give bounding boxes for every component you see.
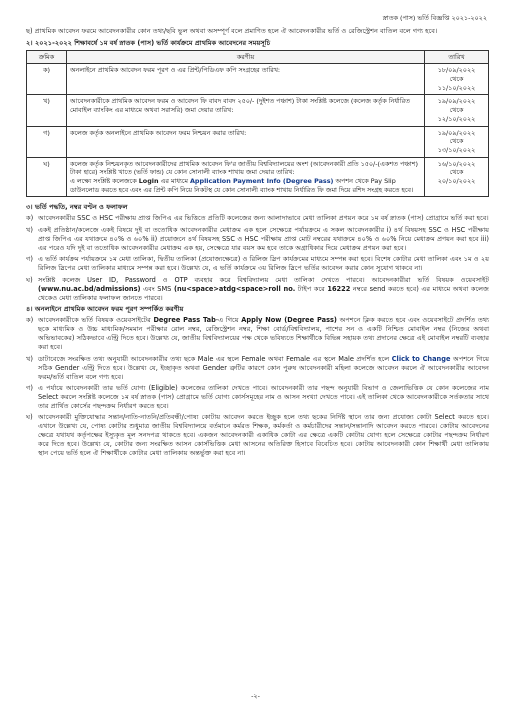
- item-text: আবেদনকারীর SSC ও HSC পরীক্ষায় প্রাপ্ত জিপিএ এর ভিত্তিতে প্রতিটি কলেজের জন্য আলাদাভাবে মেধা তালিকা প্রণয়ন করে ১ম বর্ষ স্নাতক (পাস) প্রোগ্রামে ভর্তি করা হবে।: [38, 214, 489, 223]
- row-date: ১৬/১০/২০২২ থেকে ২০/১০/২০২২: [425, 157, 489, 197]
- row-task-b1: এ লক্ষ্যে সংশ্লিষ্ট কলেজকে: [70, 177, 137, 186]
- sms-shortcode: 16222: [327, 284, 351, 293]
- item-mark: ক): [26, 214, 34, 223]
- list-item: [26, 255, 489, 273]
- list-item: [26, 355, 489, 382]
- row-serial: খ): [27, 95, 67, 126]
- item-text-d: নম্বরে send করতে হবে) এর মাধ্যমে অথবা কলেজ থেকেও মেধা তালিকার ফলাফল জানতে পারবে।: [38, 284, 489, 302]
- list-item: [26, 413, 489, 458]
- header-serial: ক্রমিক: [27, 50, 67, 64]
- list-item: [26, 214, 489, 223]
- item-text-b: এবং SMS: [143, 284, 172, 293]
- row-date: ১৯/০৯/২০২২ থেকে ১২/১০/২০২২: [425, 95, 489, 126]
- row-date: ১৯/০৯/২০২২ থেকে ১৩/১০/২০২২: [425, 126, 489, 157]
- row-task-part-a: কলেজ কর্তৃক নিশ্চয়নকৃত আবেদনকারীদের প্রাথমিক আবেদন ফি'র জাতীয় বিশ্ববিদ্যালয়ের অংশ (আবেদনকারী প্রতি ১৫০/-(একশত পঞ্চাশ) টাকা হারে) সংশ্লিষ্ট খাতে (ভর্তি ফান্ড) যে কোন সোনালী ব্যাংক শাখায় জমা দেয়ার তারিখ:: [70, 159, 418, 177]
- item-text: আবেদনকারী মুক্তিযোদ্ধার সন্তান/নাতি-নাতনি/প্রতিবন্ধী/পোষ্য কোটায় আবেদন করতে ইচ্ছুক হলে তথ্য ছকের নির্দিষ্ট স্থানে তার জন্য প্রযোজ্য কোটা Select করতে হবে। এখানে উল্লেখ্য যে, পোষ্য কোটার শুধুমাত্র জাতীয় বিশ্ববিদ্যালয়ে বর্তমানে কর্মরত শিক্ষক, কর্মকর্তা ও কর্মচারীদের সন্তান/সন্তানাদি আবেদন করতে পারবে। কোটায় আবেদনের ক্ষেত্রে যথাযথ কর্তৃপক্ষের ইস্যুকৃত মূল সনদপত্র থাকতে হবে। একজন আবেদনকারী একাধিক কোটা এর ক্ষেত্রে একটি কোটায় যোগ্য হলে সেক্ষেত্রে কোটার পছন্দক্রম নির্ধারণ করে দিতে হবে। উল্লেখ্য যে, কোটার জন্য সংরক্ষিত আসন কোর্সভিত্তিক মেধা আসনের অতিরিক্ত হিসাবে বিবেচিত হবে। কোটায় আবেদনকারী কোন শিক্ষার্থী মেধা তালিকায় স্থান পেয়ে ভর্তি হলে ঐ শিক্ষার্থীকে কোটার মেধা তালিকায় অন্তর্ভুক্ত করা হবে না।: [38, 413, 489, 458]
- item-text-a: সংশ্লিষ্ট কলেজ User ID, Password ও OTP ব্যবহার করে বিশ্ববিদ্যালয় মেধা তালিকা দেখতে পারবে। আবেদনকারীরা ভর্তি বিষয়ক ওয়েবসাইট: [38, 275, 489, 284]
- item-text: [38, 355, 489, 382]
- header-title: স্নাতক (পাস) ভর্তি বিজ্ঞপ্তি ২০২১-২০২২: [382, 14, 487, 22]
- row-task: কলেজ কর্তৃক অনলাইনে প্রাথমিক আবেদন ফরম নিশ্চয়ন করার তারিখ:: [67, 126, 425, 157]
- row-task: অনলাইনে প্রাথমিক আবেদন ফরম পূরণ ও এর প্রিন্ট/পিডিএফ কপি সংগ্রহের তারিখ:: [67, 64, 425, 95]
- admission-website-link: (www.nu.ac.bd/admissions): [38, 284, 141, 293]
- item-mark: গ): [26, 255, 33, 264]
- row-date: ১৮/০৯/২০২২ থেকে ১১/১০/২০২২: [425, 64, 489, 95]
- row-task-b2: এর মাধ্যমে: [160, 177, 188, 186]
- item-text: এ পর্যায়ে আবেদনকারী তার ভর্তি যোগ্য (Eligible) কলেজের তালিকা দেখতে পাবে। আবেদনকারী তার পছন্দ অনুযায়ী বিভাগ ও জেলাভিত্তিক যে কোন কলেজের নাম Select করলে সংশ্লিষ্ট কলেজে ১ম বর্ষ স্নাতক (পাস) প্রোগ্রামে ভর্তি যোগ্য কোর্সসমূহের নাম ও আসন সংখ্যা দেখতে পাবে। এই তালিকা থেকে আবেদনকারীকে সর্তকতার সাথে তার প্রার্থিত কোর্সের পছন্দক্রম নির্ধারণ করতে হবে।: [38, 384, 489, 411]
- list-item: [26, 384, 489, 411]
- item-mark: খ): [26, 354, 33, 363]
- schedule-header-row: [27, 50, 489, 64]
- list-item: [26, 226, 489, 253]
- section4-title: ৪। অনলাইনে প্রাথমিক আবেদন ফরম পূরণ সম্পর্কিত করণীয়: [26, 305, 184, 314]
- item-text: একই প্রতিষ্ঠান/কলেজে একই বিষয়ে দুই বা ততোধিক আবেদনকারীর মেধাক্রম এক হলে সেক্ষেত্রে পর্যায়ক্রমে এ সকল আবেদনকারীর i) ৪র্থ বিষয়সহ SSC ও HSC পরীক্ষায় প্রাপ্ত জিপিএ এর যথাক্রমে ৪০% ও ৬০% ii) প্রয়োজনে ৪র্থ বিষয়সহ SSC ও HSC পরীক্ষায় প্রাপ্ত মোট নম্বরের যথাক্রমে ৪০% ও ৬০% নিয়ে মেধাক্রম প্রণয়ন করা হবে iii) এর পরেও যদি দুই বা ততোধিক আবেদনকারীর মেধাক্রম এক হয়, সেক্ষেত্রে যার বয়স কম হবে তাকে অগ্রাধিকার দিয়ে মেধাক্রম প্রণয়ন করা হবে।: [38, 225, 489, 252]
- list-item: [26, 316, 489, 352]
- section2-title: ২। ২০২১-২০২২ শিক্ষাবর্ষে ১ম বর্ষ স্নাতক (পাস) ভর্তি কার্যক্রমে প্রাথমিক আবেদনের সময়সূচি: [26, 38, 271, 47]
- row-serial: ঘ): [27, 157, 67, 197]
- item-text-a: আবেদনকারীকে ভর্তি বিষয়ক ওয়েবসাইটের: [38, 316, 151, 325]
- page-number: -২-: [251, 692, 260, 701]
- sms-format: (nu<space>atdg<space>roll no.: [173, 284, 296, 293]
- header-task: করণীয়: [67, 50, 425, 64]
- row-task: [67, 157, 425, 197]
- apply-now-text: Apply Now (Degree Pass): [241, 316, 337, 325]
- item-text-c: অপশনে ক্লিক করতে হবে এবং ওয়েবসাইটে প্রদর্শিত তথ্য ছকে মাধ্যমিক ও উচ্চ মাধ্যমিক/সমমান পরীক্ষার রোল নম্বর, রেজিস্ট্রেশন নম্বর, শিক্ষা বোর্ড/বিশ্ববিদ্যালয়, পাশের সন ও একটি নিশ্চিত মোবাইল নম্বর (নিজের অথবা অভিভাবকের) সঠিকভাবে এন্ট্রি দিতে হবে। উল্লেখ্য যে, জাতীয় বিশ্ববিদ্যালয়ের পক্ষ থেকে ভবিষ্যতে শিক্ষার্থীকে বিভিন্ন সহায়ক তথ্য প্রদানের ক্ষেত্রে এই মোবাইল নম্বরটি ব্যবহার করা হবে।: [38, 316, 489, 352]
- row-serial: গ): [27, 126, 67, 157]
- item-text: [38, 316, 489, 352]
- row-task-part-b: [70, 177, 421, 194]
- table-row: [27, 126, 489, 157]
- item-mark: খ): [26, 225, 33, 234]
- header-date: তারিখ: [425, 50, 489, 64]
- item-mark: ঘ): [26, 413, 33, 422]
- row-task: আবেদনকারীকে প্রাথমিক আবেদন ফরম ও আবেদন ফি বাবদ বাবদ ২৫০/- (দুইশত পঞ্চাশ) টাকা সংশ্লিষ্ট কলেজে (কলেজ কর্তৃক নির্ধারিত মোবাইল ব্যাংকিং এর মাধ্যমে অথবা সরাসরি) জমা দেয়ার তারিখ:: [67, 95, 425, 126]
- login-text: Login: [138, 177, 159, 186]
- note-cha: ছ) প্রাথমিক আবেদন ফরমে আবেদনকারীর কোন তথ্য/ছবি ভুল অথবা অসম্পূর্ণ বলে প্রমাণিত হলে ঐ আবেদনকারীর ভর্তি ও রেজিস্ট্রেশন বাতিল বলে গণ্য হবে।: [26, 26, 438, 35]
- item-text-a: ডাটাবেজে সংরক্ষিত তথ্য অনুযায়ী আবেদনকারীর তথ্য ছকে Male এর স্থলে Female অথবা Female এর স্থলে Male প্রদর্শিত হলে: [38, 354, 390, 363]
- item-text-b: অপশনে গিয়ে সঠিক Gender এন্ট্রি দিতে হবে। উল্লেখ্য যে, ইচ্ছাকৃত অথবা Gender ত্রুটির কারণে কোন পুরুষ আবেদনকারী মহিলা কলেজে আবেদন করলে ঐ আবেদনকারীর আবেদন ফরম/ভর্তি বাতিল বলে গণ্য হবে।: [38, 354, 489, 381]
- item-mark: ঘ): [26, 275, 33, 284]
- section3-title: ৩। ভর্তি পদ্ধতি, নম্বর বণ্টন ও ফলাফল: [26, 203, 128, 212]
- item-text: [38, 276, 489, 303]
- table-row: [27, 64, 489, 95]
- item-text-b: -এ গিয়ে: [215, 316, 239, 325]
- row-serial: ক): [27, 64, 67, 95]
- item-text-c: টাইপ করে: [297, 284, 325, 293]
- table-row: [27, 157, 489, 197]
- schedule-table: [26, 50, 489, 198]
- section3-list: [26, 214, 489, 302]
- item-text: এ ভর্তি কার্যক্রম পর্যায়ক্রমে ১ম মেধা তালিকা, দ্বিতীয় তালিকা (প্রযোজ্যক্ষেত্রে) ও রিলিজ স্লিপ কার্যক্রমের মাধ্যমে সম্পন্ন করা হবে। বিশেষ কোটার মেধা তালিকা এবং ১ম ও ২য় রিলিজ স্লিপের মেধা তালিকার মাধ্যমে সম্পন্ন করা হবে। উল্লেখ্য যে, এ ভর্তি কার্যক্রমে ৩য় রিলিজ স্লিপে ভর্তির আবেদন করার কোন সুযোগ থাকবে না।: [38, 255, 489, 273]
- degree-pass-tab-text: Degree Pass Tab: [153, 316, 216, 325]
- row-task-b3: অপশন থেকে Pay Slip ডাউনলোড করতে হবে এবং এর প্রিন্ট কপি নিয়ে নিকটস্থ যে কোন সোনালী ব্যাংক শাখায় নির্ধারিত ফি জমা দিয়ে রশিদ সংগ্রহ করতে হবে।: [70, 177, 414, 194]
- click-to-change-text: Click to Change: [391, 354, 451, 363]
- payment-info-menu: Application Payment Info (Degree Pass): [189, 177, 334, 186]
- item-mark: ক): [26, 316, 34, 325]
- table-row: [27, 95, 489, 126]
- item-mark: গ): [26, 384, 33, 393]
- section4-list: [26, 316, 489, 458]
- list-item: [26, 276, 489, 303]
